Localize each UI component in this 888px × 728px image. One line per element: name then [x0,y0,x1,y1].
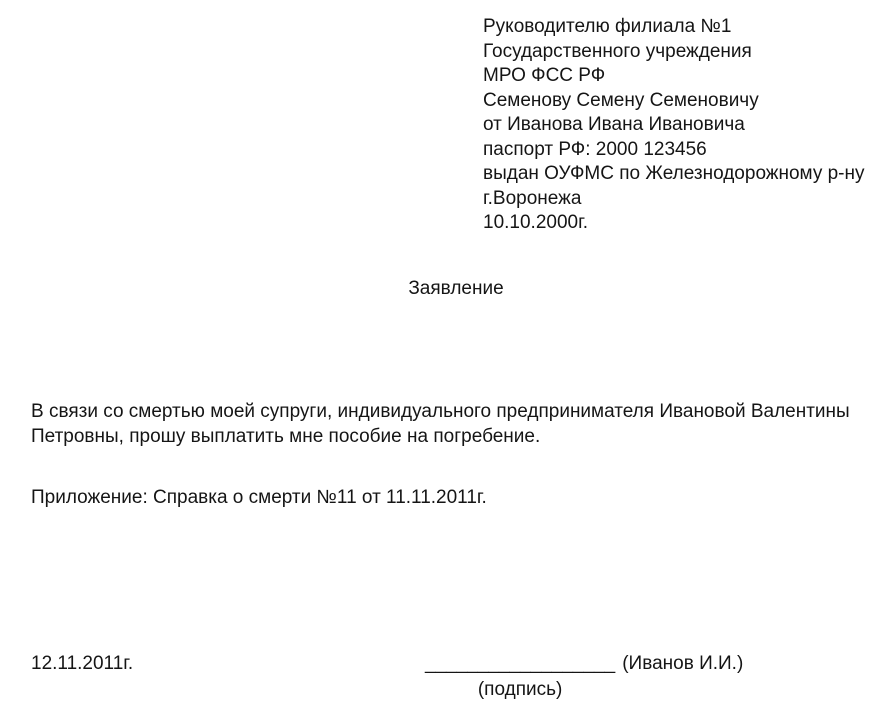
recipient-line: г.Воронежа [483,187,582,209]
recipient-line: выдан ОУФМС по Железнодорожному р-ну [483,163,865,184]
signature-caption: (подпись) [477,679,563,700]
recipient-line: Государственного учреждения [483,40,752,62]
document-date: 12.11.2011г. [31,653,134,674]
signature-name: (Иванов И.И.) [622,653,744,674]
recipient-line: паспорт РФ: 2000 123456 [483,138,707,160]
attachment-line: Приложение: Справка о смерти №11 от 11.11.2011г. [31,487,487,508]
signature-block [425,651,743,702]
document-title: Заявление [408,278,504,299]
recipient-line: от Иванова Ивана Ивановича [483,114,745,135]
recipient-line: 10.10.2000г. [483,212,588,233]
signature-line: __________________ [425,653,616,674]
recipient-block [483,15,865,236]
body-paragraph: В связи со смертью моей супруги, индивидуального предпринимателя Ивановой Валентины Петровны, прошу выплатить мне пособие на погребение. [31,401,850,447]
recipient-line: Семенову Семену Семеновичу [483,89,759,111]
recipient-line: МРО ФСС РФ [483,65,606,86]
recipient-line: Руководителю филиала №1 [483,16,732,37]
